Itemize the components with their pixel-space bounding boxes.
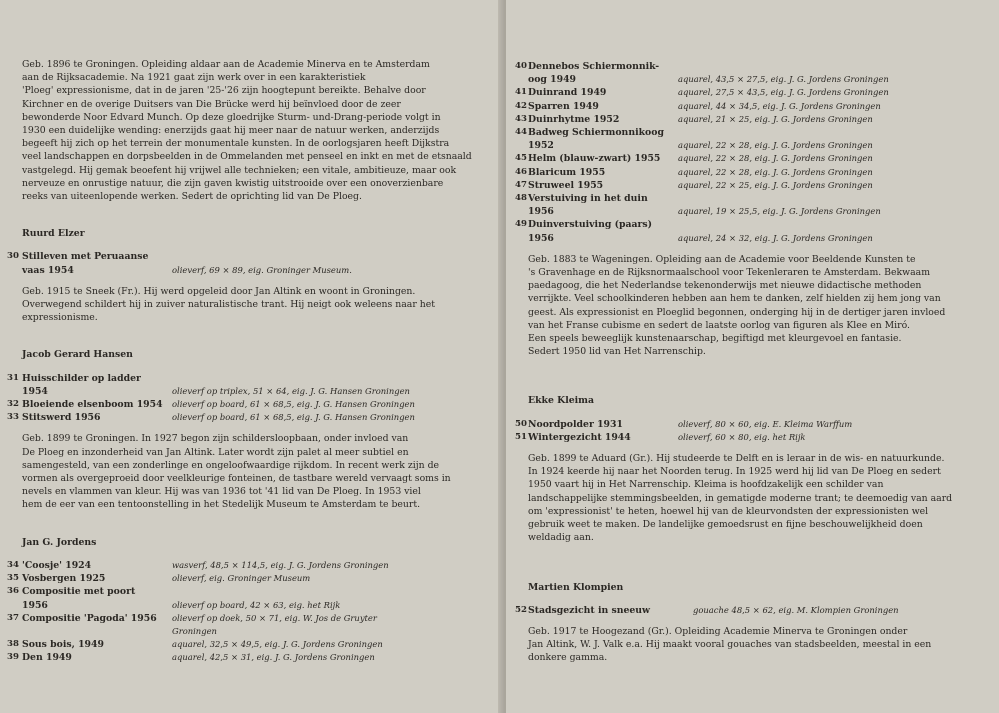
artist-bio: Geb. 1915 te Sneek (Fr.). Hij werd opgeleid door Jan Altink en woont in Groningen. Overwegend schildert hij in zuiver naturalistische trant. Hij neigt ook weleens naar het expressionisme.	[22, 285, 435, 324]
work-number: 38	[7, 639, 19, 650]
work-entry	[7, 250, 492, 276]
artist-bio: Geb. 1883 te Wageningen. Opleiding aan de Academie voor Beeldende Kunsten te 's Gravenhage en de Rijksnormaalschool voor Tekenleraren te Amsterdam. Bekwaam paedagoog, die het Nederlandse tekenonderwijs met nieuwe didactische methoden verrijkte. Veel schoolkinderen hebben aan hem te danken, zelf hielden zij hem jong van geest. Als expressionist en Ploeglid begonnen, onderging hij in de dertiger jaren invloed van het Franse cubisme en sedert de laatste oorlog van figuren als Klee en Miró. Een speels beweeglijk kunstenaarschap, begiftigd met kleurgevoel en fantasie. Sedert 1950 lid van Het Narrenschip.	[528, 253, 946, 358]
works-list	[7, 372, 492, 425]
work-description: wasverf, 48,5 × 114,5, eig. J. G. Jordens Groningen	[172, 559, 389, 570]
work-description: aquarel, 22 × 28, eig. J. G. Jordens Groningen	[678, 153, 873, 164]
work-description: aquarel, 27,5 × 43,5, eig. J. G. Jordens Groningen	[678, 87, 889, 98]
work-number: 40	[515, 61, 527, 71]
work-description: aquarel, 43,5 × 27,5, eig. J. G. Jordens Groningen	[678, 74, 889, 85]
work-number: 31	[7, 372, 19, 383]
work-title: Huisschilder op ladder 1954	[22, 372, 141, 397]
artist-name: Ruurd Elzer	[22, 228, 85, 240]
work-entry	[7, 585, 492, 611]
work-description: aquarel, 22 × 28, eig. J. G. Jordens Groningen	[678, 166, 873, 177]
work-number: 34	[7, 559, 19, 570]
work-entry	[515, 179, 986, 192]
work-title: Verstuiving in het duin 1956	[528, 193, 648, 218]
work-description: gouache 48,5 × 62, eig. M. Klompien Groningen	[693, 604, 899, 615]
work-description: aquarel, 21 × 25, eig. J. G. Jordens Groningen	[678, 113, 873, 124]
work-entry	[515, 100, 986, 113]
work-entry	[7, 572, 492, 585]
work-description: aquarel, 22 × 28, eig. J. G. Jordens Groningen	[678, 140, 873, 151]
work-entry	[515, 418, 986, 431]
work-description: olieverf op triplex, 51 × 64, eig. J. G. Hansen Groningen	[172, 385, 410, 396]
work-entry	[515, 152, 986, 165]
works-list	[7, 559, 492, 665]
work-entry	[515, 166, 986, 179]
work-title: Noordpolder 1931	[528, 418, 623, 430]
artist-bio: Geb. 1899 te Aduard (Gr.). Hij studeerde te Delft en is leraar in de wis- en natuurkunde. In 1924 keerde hij naar het Noorden terug. In 1925 werd hij lid van De Ploeg en sedert 1950 vaart hij in Het Narrenschip. Kleima is hoofdzakelijk een schilder van landschappelijke stemmingsbeelden, in gematigde moderne trant; te deemoedig van aard om 'expressionist' te heten, hoewel hij van de kleurvondsten der expressionisten wel gebruik weet te maken. De landelijke gemoedsrust en fijne beschouwelijkheid doen weldadig aan.	[528, 453, 953, 544]
work-entry	[515, 113, 986, 126]
work-description: aquarel, 32,5 × 49,5, eig. J. G. Jordens Groningen	[172, 639, 383, 650]
work-entry	[7, 612, 492, 638]
work-number: 47	[515, 179, 527, 190]
work-title: Bloeiende elsenboom 1954	[22, 399, 163, 411]
work-title: Dennebos Schiermonnik- oog 1949	[528, 61, 660, 86]
work-description: aquarel, 22 × 25, eig. J. G. Jordens Groningen	[678, 179, 873, 190]
work-entry	[515, 126, 986, 152]
work-number: 36	[7, 586, 19, 597]
works-list	[515, 604, 986, 617]
work-description: olieverf op board, 42 × 63, eig. het Rijk	[172, 599, 341, 610]
work-title: Stitswerd 1956	[22, 412, 101, 424]
left-page-content	[7, 58, 492, 665]
work-number: 50	[515, 418, 527, 429]
work-number: 45	[515, 153, 527, 164]
right-page-content	[515, 60, 986, 665]
intro-bio: Geb. 1896 te Groningen. Opleiding aldaar aan de Academie Minerva en te Amsterdam aan de Rijksacademie. Na 1921 gaat zijn werk over in een karakteristiek 'Ploeg' expressionisme, dat in de jaren '25-'26 zijn hoogtepunt bereikte. Behalve door Kirchner en de overige Duitsers van Die Brücke werd hij beïnvloed door de zeer bewonderde Noor Edvard Munch. Op deze gloedrijke Sturm- und-Drang-periode volgt in 1930 een duidelijke wending: enerzijds gaat hij meer naar de natuur werken, anderzijds begeeft hij zich op het terrein der monumentale kunsten. In de oorlogsjaren heeft Dijkstra veel landschappen en dorpsbeelden in de Ommelanden met penseel en inkt en met de etsnaald vastgelegd. Hij gemak beoefent hij vrijwel alle technieken; een vitale, ambitieuze, maar ook nerveuze en onrustige natuur, die zijn gaven kwistig uitstrooide over een onoverzienbare reeks van uiteenlopende werken. Sedert de oprichting lid van De Ploeg.	[22, 59, 472, 203]
work-description: olieverf op board, 61 × 68,5, eig. J. G. Hansen Groningen	[172, 412, 415, 423]
work-description: aquarel, 24 × 32, eig. J. G. Jordens Groningen	[678, 232, 873, 243]
work-entry	[7, 559, 492, 572]
works-list	[515, 60, 986, 245]
work-description: olieverf, 80 × 60, eig. E. Kleima Warffum	[678, 418, 853, 429]
work-title: Duinrhytme 1952	[528, 113, 620, 125]
work-number: 30	[7, 251, 19, 262]
work-title: Badweg Schiermonnikoog 1952	[528, 127, 664, 152]
work-title: 'Coosje' 1924	[22, 559, 92, 571]
work-title: Compositie 'Pagoda' 1956	[22, 612, 157, 624]
work-title: Sous bois, 1949	[22, 639, 104, 651]
artist-name: Martien Klompien	[528, 581, 624, 593]
work-title: Helm (blauw-zwart) 1955	[528, 153, 661, 165]
work-description: aquarel, 44 × 34,5, eig. J. G. Jordens Groningen	[678, 100, 881, 111]
work-title: Den 1949	[22, 652, 72, 664]
artist-name: Jan G. Jordens	[22, 536, 97, 548]
work-title: Compositie met poort 1956	[22, 586, 136, 611]
work-number: 37	[7, 612, 19, 623]
work-number: 48	[515, 193, 527, 204]
work-entry	[515, 431, 986, 444]
work-number: 52	[515, 604, 527, 615]
work-entry	[515, 604, 986, 617]
work-title: Duinrand 1949	[528, 87, 607, 99]
work-entry	[515, 218, 986, 244]
work-entry	[515, 86, 986, 99]
work-description: olieverf, 60 × 80, eig. het Rijk	[678, 431, 806, 442]
work-number: 32	[7, 399, 19, 410]
work-number: 35	[7, 573, 19, 584]
work-title: Vosbergen 1925	[22, 573, 106, 585]
work-number: 44	[515, 127, 527, 138]
work-number: 46	[515, 166, 527, 177]
artist-name: Ekke Kleima	[528, 395, 595, 407]
work-entry	[7, 398, 492, 411]
artist-name: Jacob Gerard Hansen	[22, 349, 133, 361]
works-list	[7, 250, 492, 276]
work-description: aquarel, 19 × 25,5, eig. J. G. Jordens Groningen	[678, 206, 881, 217]
work-number: 33	[7, 412, 19, 423]
work-title: Struweel 1955	[528, 179, 604, 191]
work-entry	[515, 192, 986, 218]
work-number: 43	[515, 113, 527, 124]
work-description: olieverf, eig. Groninger Museum	[172, 573, 311, 584]
work-number: 49	[515, 219, 527, 230]
work-title: Wintergezicht 1944	[528, 431, 631, 443]
work-description: olieverf op board, 61 × 68,5, eig. J. G. Hansen Groningen	[172, 399, 415, 410]
work-number: 51	[515, 431, 527, 442]
work-title: Blaricum 1955	[528, 166, 606, 178]
work-entry	[7, 638, 492, 651]
work-description: olieverf, 69 × 89, eig. Groninger Museum.	[172, 264, 352, 275]
work-number: 39	[7, 652, 19, 663]
artist-bio: Geb. 1899 te Groningen. In 1927 begon zijn schildersloopbaan, onder invloed van De Ploeg en inzonderheid van Jan Altink. Later wordt zijn palet al meer subtiel en samengesteld, van een zonderlinge en ongeloofwaardige rijkdom. In recent werk zijn de vormen als overgeproeid door veelkleurige fonteinen, de tastbare wereld vervaagt soms in nevels en vlammen van kleur. Hij was van 1936 tot '41 lid van De Ploeg. In 1953 viel hem de eer van een tentoonstelling in het Stedelijk Museum te Amsterdam te beurt.	[22, 433, 451, 511]
work-description: olieverf op doek, 50 × 71, eig. W. Jos de Gruyter Groningen	[172, 612, 377, 636]
right-page	[506, 0, 999, 713]
work-number: 41	[515, 87, 527, 98]
work-title: Stilleven met Peruaanse vaas 1954	[22, 251, 149, 276]
work-entry	[515, 60, 986, 86]
works-list	[515, 418, 986, 444]
work-description: aquarel, 42,5 × 31, eig. J. G. Jordens Groningen	[172, 652, 375, 663]
work-entry	[7, 372, 492, 398]
work-entry	[7, 651, 492, 664]
work-number: 42	[515, 100, 527, 111]
work-title: Sparren 1949	[528, 100, 599, 112]
work-title: Duinverstuiving (paars) 1956	[528, 219, 653, 244]
artist-bio: Geb. 1917 te Hoogezand (Gr.). Opleiding Academie Minerva te Groningen onder Jan Altink, W. J. Valk e.a. Hij maakt vooral gouaches van stadsbeelden, meestal in een donkere gamma.	[528, 625, 932, 664]
work-entry	[7, 411, 492, 424]
work-title: Stadsgezicht in sneeuw	[528, 604, 651, 616]
